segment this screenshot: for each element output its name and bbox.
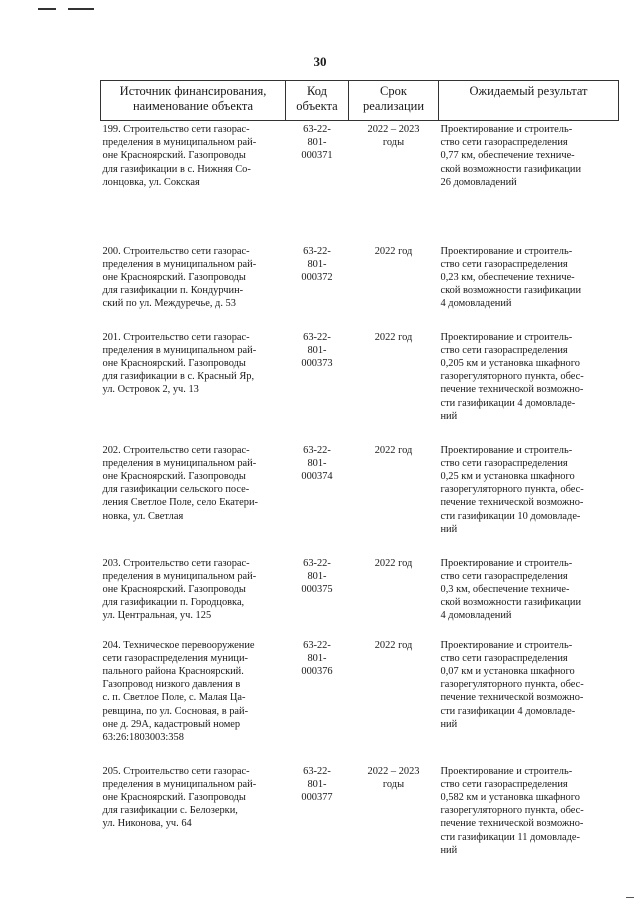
object-name: 200. Строительство сети газорас- пределения в муниципальном рай- оне Красноярский. Газопроводы для газификации п. Кондурчин- ский по ул. Междуречье, д. 53	[102, 245, 257, 310]
implementation-term: 2022 год	[374, 331, 413, 343]
expected-result: Проектирование и строитель- ство сети газораспределения 0,25 км и установка шкафного газорегуляторного пункта, обес- печение технической возможно- сти газификации 10 домовладе- ний	[440, 444, 584, 535]
expected-result: Проектирование и строитель- ство сети газораспределения 0,23 км, обеспечение техниче- ской возможности газификации 4 домовладений	[440, 245, 582, 310]
object-code: 63-22- 801- 000372	[301, 245, 333, 283]
header-expected-result: Ожидаемый результат	[439, 81, 619, 121]
object-name: 202. Строительство сети газорас- пределения в муниципальном рай- оне Красноярский. Газопроводы для газификации сельского посе- ления Светлое Поле, село Екатери- новка, ул. Светлая	[102, 444, 259, 522]
expected-result: Проектирование и строитель- ство сети газораспределения 0,205 км и установка шкафного газорегуляторного пункта, обес- печение технической возможно- сти газификации 4 домовладе- ний	[440, 331, 584, 422]
implementation-term: 2022 год	[374, 557, 413, 569]
object-name: 205. Строительство сети газорас- пределения в муниципальном рай- оне Красноярский. Газопроводы для газификации с. Белозерки, ул. Никонова, уч. 64	[102, 765, 257, 830]
expected-result: Проектирование и строитель- ство сети газораспределения 0,77 км, обеспечение техниче- ской возможности газификации 26 домовладений	[440, 124, 582, 188]
implementation-term: 2022 – 2023 годы	[367, 765, 420, 790]
object-code: 63-22- 801- 000373	[301, 331, 333, 369]
page-number: 30	[313, 54, 327, 69]
object-name: 201. Строительство сети газорас- пределения в муниципальном рай- оне Красноярский. Газопроводы для газификации в с. Красный Яр, ул. Островок 2, уч. 13	[102, 331, 257, 396]
object-code: 63-22- 801- 000375	[301, 557, 333, 595]
table-row	[101, 243, 619, 329]
table-row	[101, 329, 619, 442]
scan-mark	[626, 897, 634, 898]
expected-result: Проектирование и строитель- ство сети газораспределения 0,3 км, обеспечение техниче- ской возможности газификации 4 домовладений	[440, 557, 582, 622]
table-row	[101, 555, 619, 637]
object-code: 63-22- 801- 000377	[301, 765, 333, 803]
table-row	[101, 763, 619, 863]
object-code: 63-22- 801- 000374	[301, 444, 333, 482]
object-name: 204. Техническое перевооружение сети газораспределения муници- пального района Красноярский. Газопровод низкого давления в с. п. Светлое Поле, с. Малая Ца- ревщина, по ул. Сосновая, в рай- оне д. 29А, кадастровый номер 63:26:1803003:358	[102, 639, 255, 743]
header-object-code: Код объекта	[286, 81, 349, 121]
implementation-term: 2022 год	[374, 444, 413, 456]
header-term: Срок реализации	[349, 81, 439, 121]
expected-result: Проектирование и строитель- ство сети газораспределения 0,07 км и установка шкафного газорегуляторного пункта, обес- печение технической возможно- сти газификации 4 домовладе- ний	[440, 639, 584, 730]
expected-result: Проектирование и строитель- ство сети газораспределения 0,582 км и установка шкафного газорегуляторного пункта, обес- печение технической возможно- сти газификации 11 домовладе- ний	[440, 765, 584, 856]
implementation-term: 2022 год	[374, 245, 413, 257]
table-row	[101, 121, 619, 243]
object-code: 63-22- 801- 000376	[301, 639, 333, 677]
table-header-row	[101, 81, 619, 121]
object-name: 199. Строительство сети газорас- пределения в муниципальном рай- оне Красноярский. Газопроводы для газификации в с. Нижняя Со- лонцовка, ул. Сокская	[102, 124, 257, 188]
scan-marks	[38, 8, 106, 26]
projects-table	[100, 80, 619, 863]
table-row	[101, 442, 619, 555]
implementation-term: 2022 год	[374, 639, 413, 651]
header-source-name: Источник финансирования, наименование объекта	[101, 81, 286, 121]
implementation-term: 2022 – 2023 годы	[367, 124, 420, 149]
object-code: 63-22- 801- 000371	[301, 124, 333, 162]
object-name: 203. Строительство сети газорас- пределения в муниципальном рай- оне Красноярский. Газопроводы для газификации п. Городцовка, ул. Центральная, уч. 125	[102, 557, 257, 622]
table-row	[101, 637, 619, 763]
